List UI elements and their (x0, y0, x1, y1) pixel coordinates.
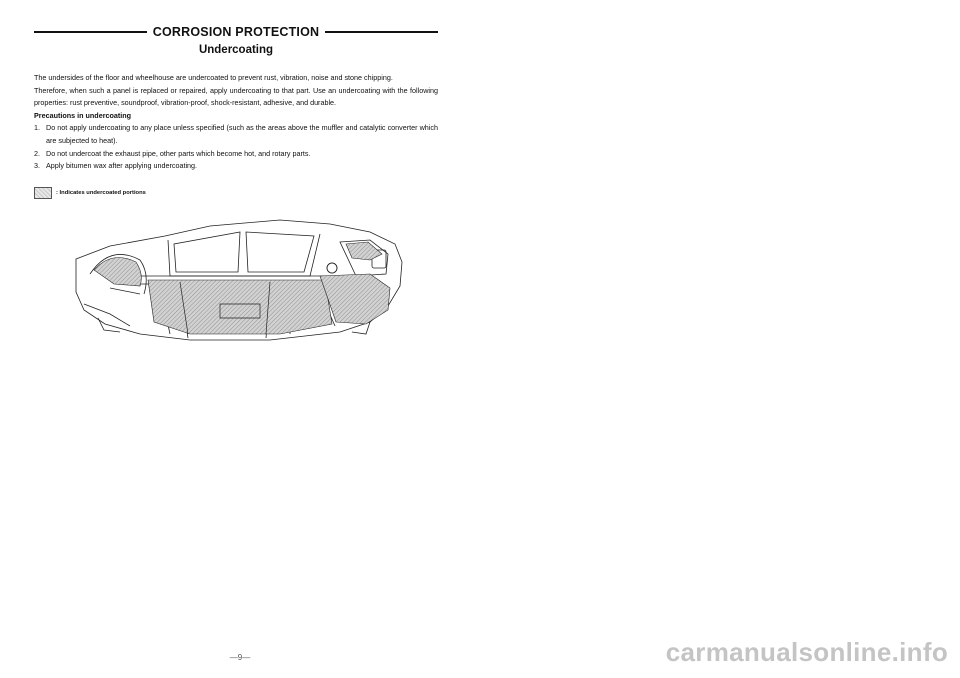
precaution-text: Do not undercoat the exhaust pipe, other parts which become hot, and rotary parts. (46, 148, 311, 158)
precaution-item (34, 160, 438, 173)
body-text (34, 72, 438, 173)
page-subtitle: Undercoating (198, 44, 274, 56)
precaution-number: 2. (34, 148, 40, 158)
precaution-item (34, 122, 438, 147)
header-rule-right (325, 31, 438, 33)
precaution-number: 1. (34, 123, 40, 133)
intro-paragraph-2: Therefore, when such a panel is replaced or repaired, apply undercoating to that part. Use an undercoating with the following properties: rust preventive, soundproof, vibration-proof, shock-resistant, adhesive, and durable. (34, 85, 438, 108)
car-body-underside-illustration (70, 214, 410, 344)
legend (34, 187, 146, 199)
precaution-text: Apply bitumen wax after applying undercoating. (46, 161, 198, 171)
precaution-text: Do not apply undercoating to any place unless specified (such as the areas above the muffler and catalytic converter which are subjected to heat). (46, 123, 438, 145)
precautions-heading: Precautions in undercoating (34, 110, 132, 120)
header-rule-left (34, 31, 147, 33)
intro-paragraph-1: The undersides of the floor and wheelhouse are undercoated to prevent rust, vibration, noise and stone chipping. (34, 73, 393, 82)
precaution-number: 3. (34, 161, 40, 171)
section-header (34, 24, 438, 40)
precaution-item (34, 148, 438, 161)
page-number: —9— (229, 653, 251, 662)
section-title: CORROSION PROTECTION (152, 25, 320, 39)
watermark: carmanualsonline.info (665, 637, 948, 667)
undercoat-legend-swatch (34, 187, 52, 199)
precautions-list (34, 122, 438, 172)
legend-text: : Indicates undercoated portions (56, 190, 146, 196)
